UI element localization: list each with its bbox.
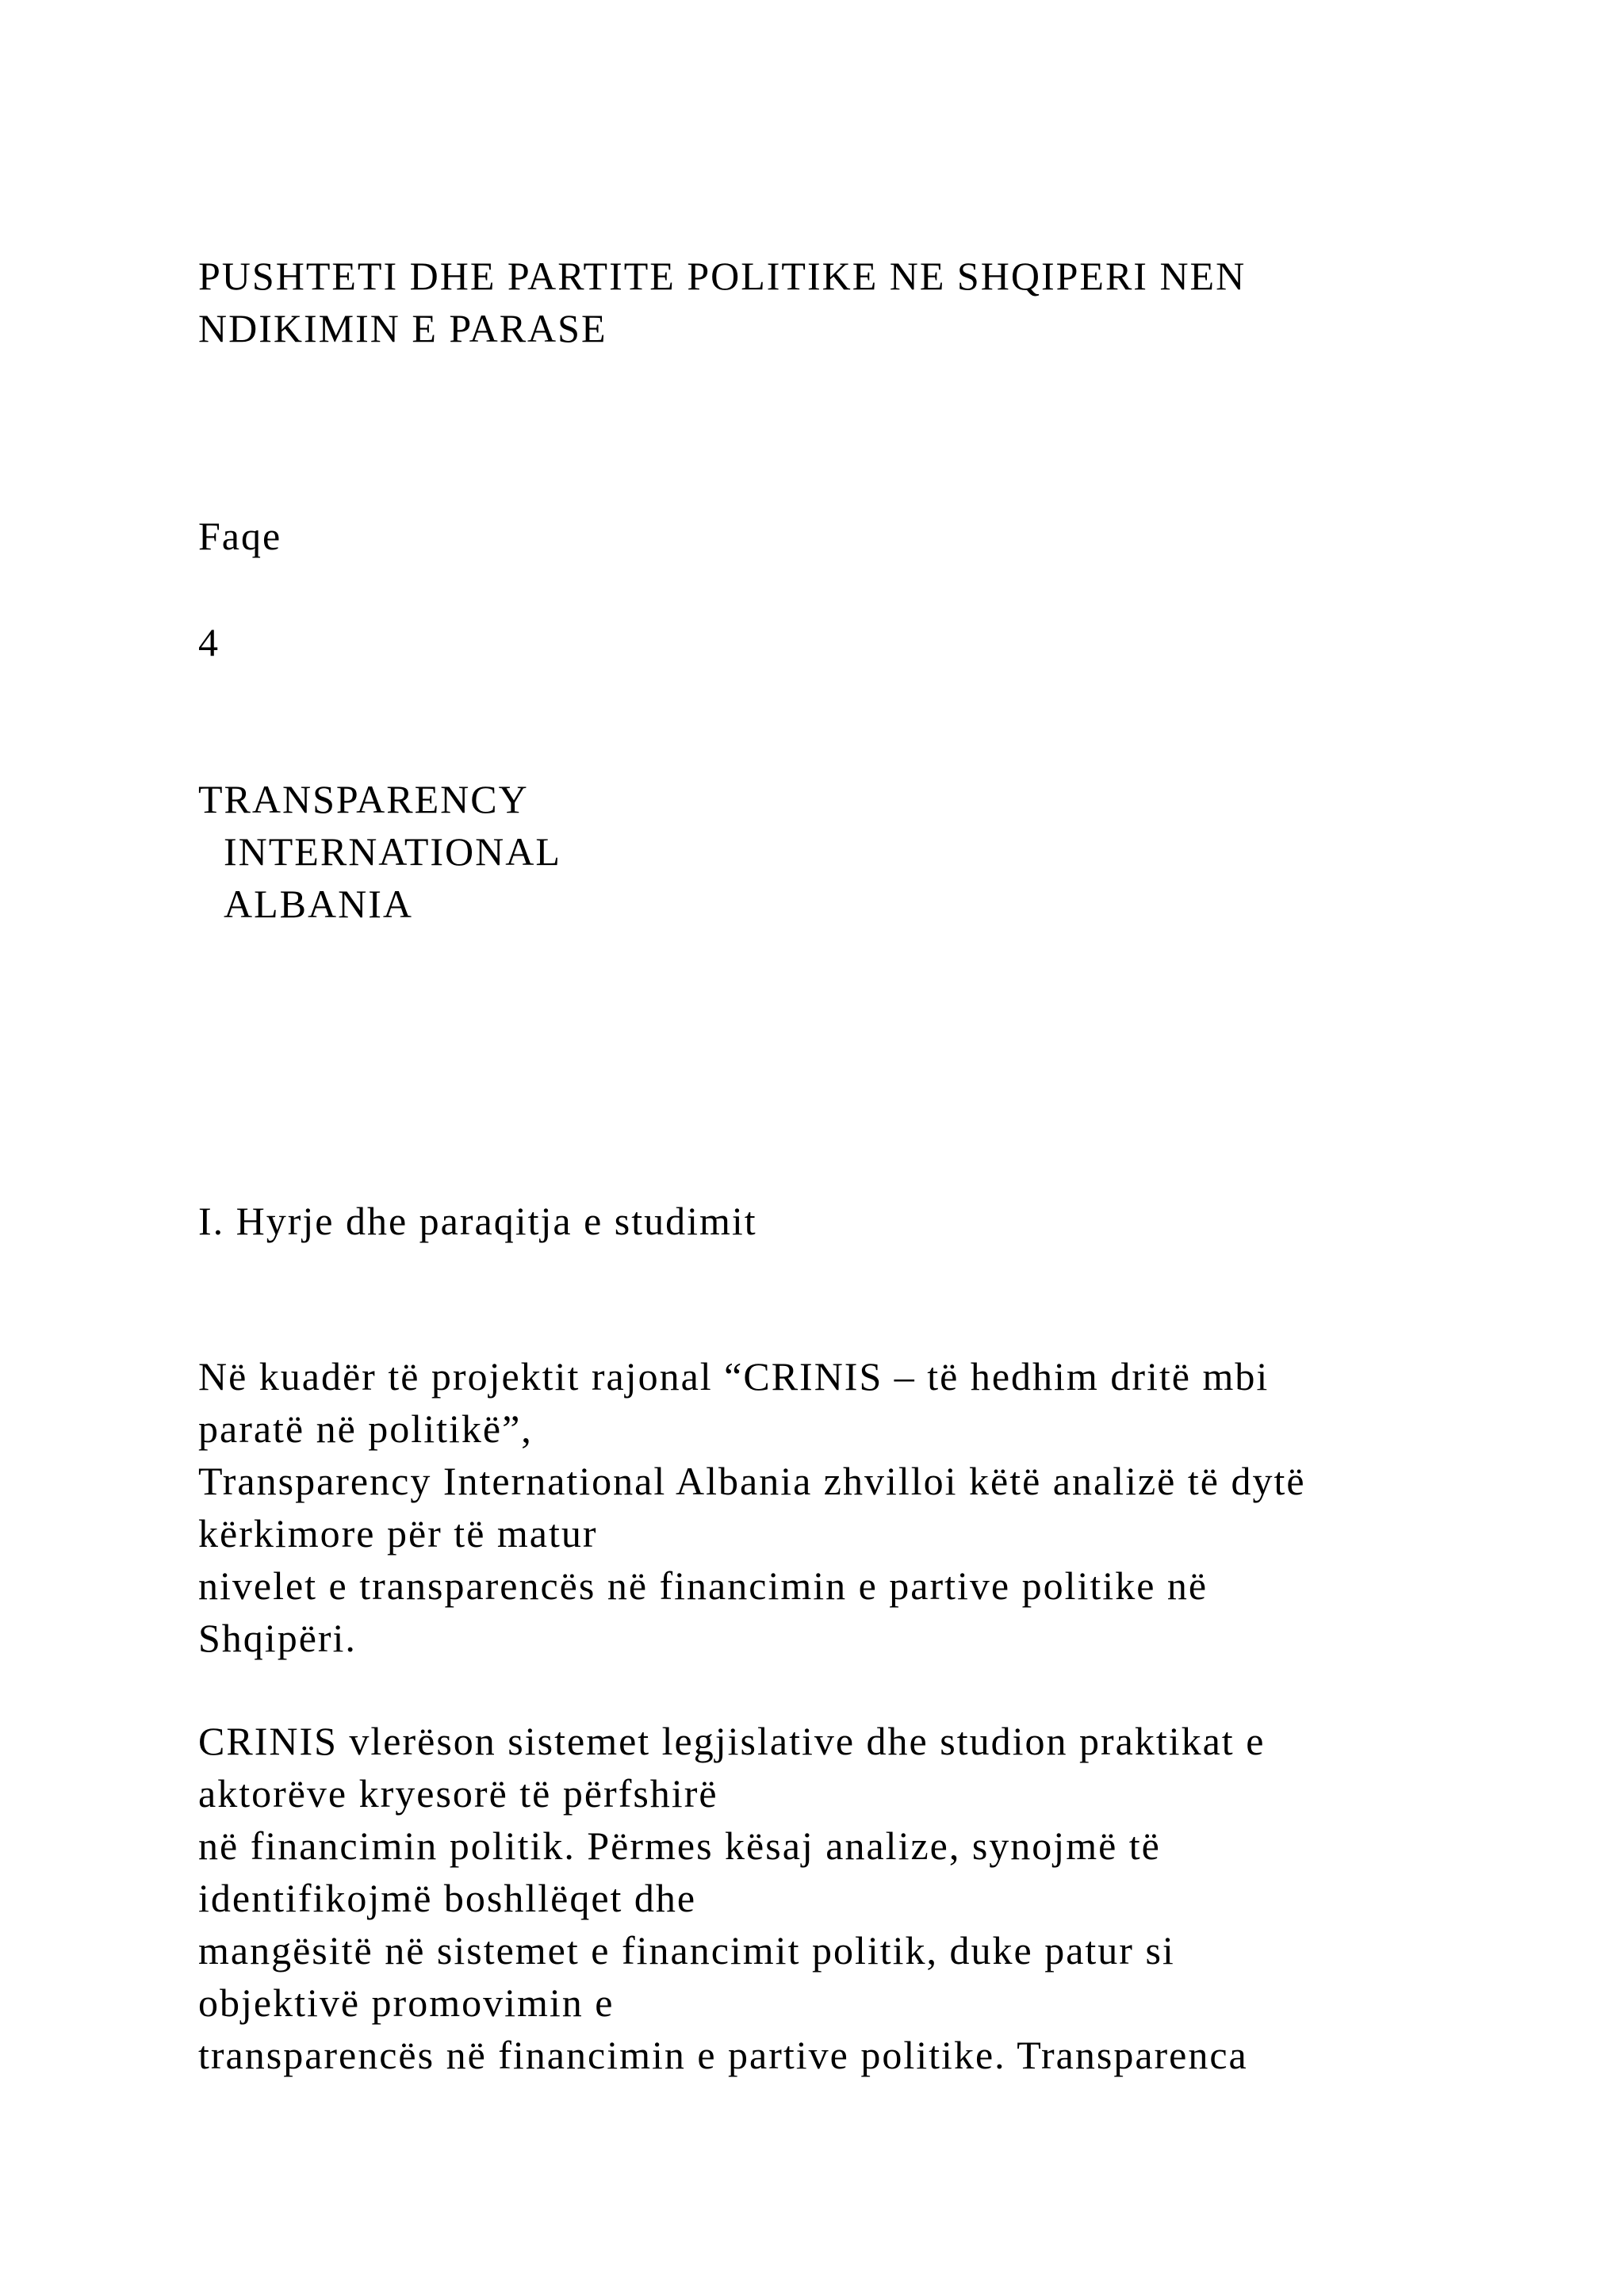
paragraph-line: kërkimore për të matur	[198, 1511, 598, 1556]
paragraph-line: në financimin politik. Përmes kësaj analize, synojmë të	[198, 1823, 1161, 1868]
paragraph-line: objektivë promovimin e	[198, 1980, 615, 2025]
page-number-text: 4	[198, 620, 220, 664]
paragraph-2	[198, 1715, 1467, 2081]
title-line: NDIKIMIN E PARASE	[198, 306, 607, 350]
paragraph-line: paratë në politikë”,	[198, 1406, 533, 1451]
page-number	[198, 616, 1467, 668]
paragraph-line: CRINIS vlerëson sistemet legjislative dhe studion praktikat e	[198, 1719, 1266, 1763]
section-heading	[198, 1195, 1467, 1247]
title-line: PUSHTETI DHE PARTITE POLITIKE NE SHQIPERI NEN	[198, 254, 1247, 298]
paragraph-line: Transparency International Albania zhvilloi këtë analizë të dytë	[198, 1459, 1306, 1503]
paragraph-line: mangësitë në sistemet e financimit politik, duke patur si	[198, 1928, 1175, 1973]
organization-line: ALBANIA	[224, 882, 413, 926]
organization-line: TRANSPARENCY	[198, 777, 529, 821]
page-label-text: Faqe	[198, 514, 282, 558]
section-heading-text: I. Hyrje dhe paraqitja e studimit	[198, 1199, 757, 1243]
paragraph-line: identifikojmë boshllëqet dhe	[198, 1876, 697, 1920]
organization-name	[198, 773, 1467, 930]
paragraph-1	[198, 1350, 1467, 1664]
organization-line: INTERNATIONAL	[224, 829, 561, 874]
paragraph-line: Në kuadër të projektit rajonal “CRINIS – të hedhim dritë mbi	[198, 1354, 1270, 1399]
page-label	[198, 510, 1467, 562]
document-title	[198, 250, 1467, 354]
paragraph-line: Shqipëri.	[198, 1616, 357, 1660]
paragraph-line: aktorëve kryesorë të përfshirë	[198, 1771, 718, 1816]
paragraph-line: nivelet e transparencës në financimin e partive politike në	[198, 1563, 1208, 1608]
paragraph-line: transparencës në financimin e partive politike. Transparenca	[198, 2033, 1248, 2077]
